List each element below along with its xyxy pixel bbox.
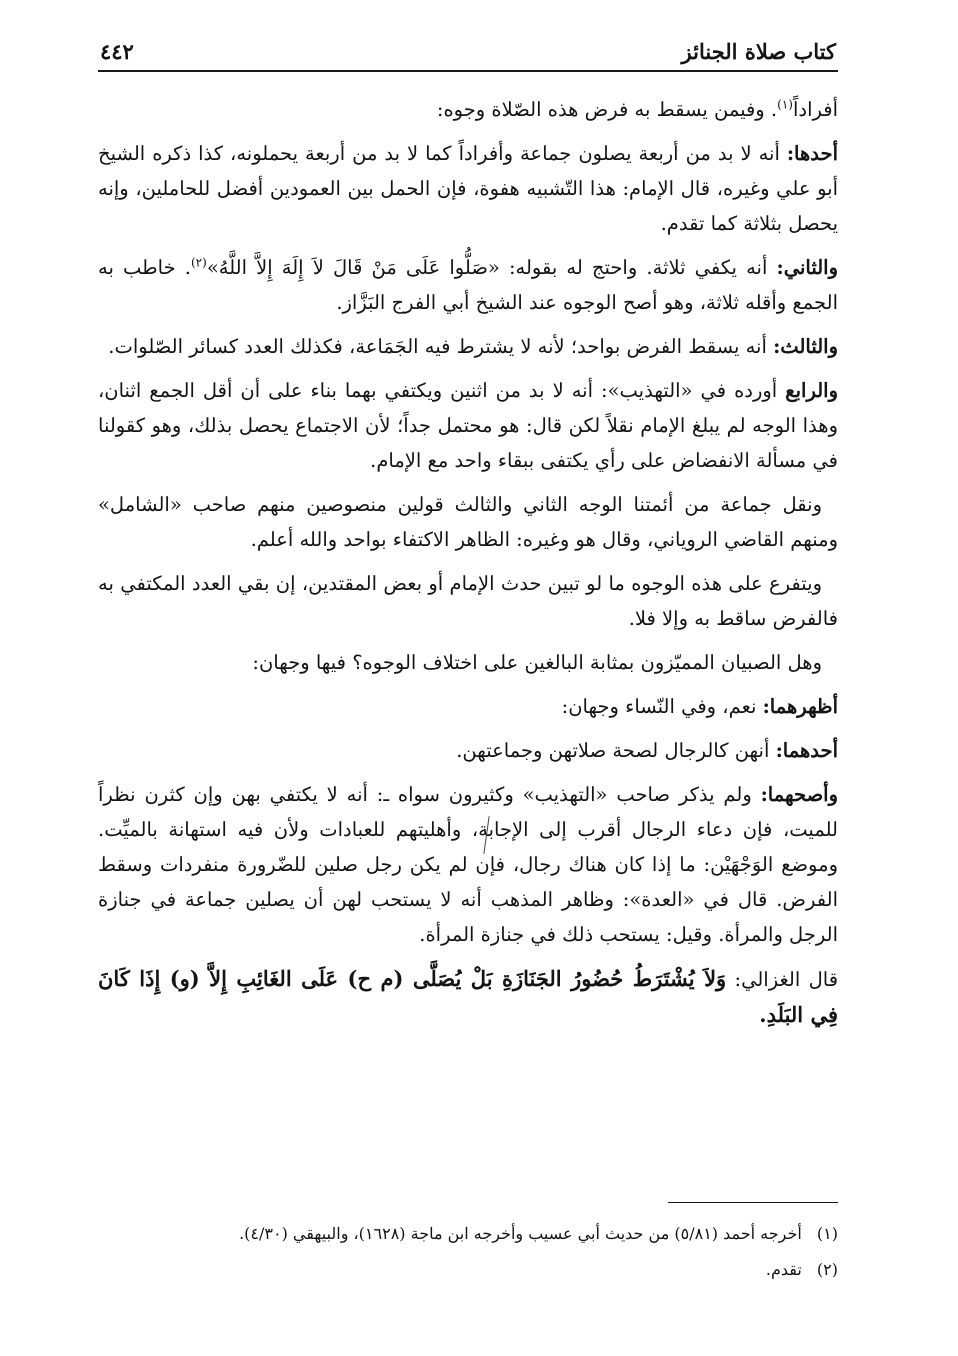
- paragraph-text: أنهن كالرجال لصحة صلاتهن وجماعتهن.: [456, 739, 770, 762]
- paragraph-most-apparent: [98, 689, 838, 724]
- paragraph-lead: أحدها:: [786, 142, 838, 165]
- paragraph-second-opinion: [98, 250, 838, 320]
- page-number: ٤٤٢: [100, 39, 134, 64]
- running-header: [98, 30, 838, 64]
- footnote-text: تقدم.: [765, 1260, 802, 1279]
- footnote: [98, 1216, 838, 1252]
- paragraph-text: نعم، وفي النّساء وجهان:: [561, 695, 757, 718]
- paragraph-ghazali-quote: [98, 961, 838, 1033]
- book-page: [98, 30, 838, 1356]
- footnote-ref: (٢): [190, 255, 207, 270]
- paragraph-text: أفراداً: [792, 98, 838, 121]
- paragraph-lead: أظهرهما:: [762, 695, 838, 718]
- footnote-number: (١): [816, 1224, 838, 1243]
- paragraph-children-question: [98, 645, 838, 680]
- header-rule: [98, 70, 838, 72]
- paragraph-lead: والثالث:: [773, 335, 838, 358]
- paragraph-text: ولم يذكر صاحب «التهذيب» وكثيرون سواه ـ: أنه لا يكتفي بهن وإن كثرن نظراً للميت، فإن دعاء الرجال أقرب إلى الإجابة، وأهليتهم للعبادات ولأن فيه استهانة بالميِّت. وموضع الوَجْهَيْن: ما إذا كان هناك رجال، فإن لم يكن رجل صلين للضّرورة منفردات وسقط الفرض. قال في «العدة»: وظاهر المذهب أنه لا يستحب لهن أن يصلين جماعة في جنازة الرجل والمرأة. وقيل: يستحب ذلك في جنازة المرأة.: [98, 783, 838, 946]
- paragraph-most-correct: [98, 777, 838, 952]
- paragraph-text: أورده في «التهذيب»: أنه لا بد من اثنين ويكتفي بهما بناء على أن أقل الجمع اثنان، وهذا الوجه لم يبلغ الإمام نقلاً لكن قال: هو محتمل جداً؛ لأن الاجتماع يحصل بذلك، وهو كقولنا في مسألة الانفضاض على رأي يكتفى ببقاء واحد مع الإمام.: [98, 379, 838, 472]
- paragraph-fourth-opinion: [98, 373, 838, 478]
- footnote-rule: [668, 1202, 838, 1203]
- paragraph-lead: قال الغزالي:: [734, 968, 839, 991]
- paragraph-lead: والثاني:: [776, 256, 838, 279]
- paragraph-third-opinion: [98, 329, 838, 364]
- paragraph-one-of-two: [98, 733, 838, 768]
- paragraph-text: . خاطب به الجمع وأقله ثلاثة، وهو أصح الوجوه عند الشيخ أبي الفرج البَزَّاز.: [98, 256, 838, 314]
- paragraph-lead: والرابع: [785, 379, 838, 402]
- paragraph-lead: وأصحهما:: [760, 783, 838, 806]
- paragraph-text: وهل الصبيان المميّزون بمثابة البالغين على اختلاف الوجوه؟ فيها وجهان:: [252, 651, 822, 674]
- paragraph-text: أنه يكفي ثلاثة. واحتج له بقوله: «صَلُّوا عَلَى مَنْ قَالَ لاَ إِلَهَ إِلاَّ اللَّهُ»: [206, 256, 768, 279]
- paragraph-first-opinion: [98, 136, 838, 241]
- footnote-number: (٢): [816, 1260, 838, 1279]
- paragraph-branch: [98, 566, 838, 636]
- footnote-text: أخرجه أحمد (٥/٨١) من حديث أبي عسيب وأخرجه ابن ماجة (١٦٢٨)، والبيهقي (٤/٣٠).: [239, 1224, 802, 1243]
- paragraph-intro: [98, 92, 838, 127]
- quoted-matn: وَلاَ يُشْتَرَطُ حُضُورُ الجَنَازَةِ بَلْ يُصَلَّى (م ح) عَلَى الغَائِبِ إِلاَّ (و) إِذَا كَانَ فِي البَلَدِ.: [98, 966, 838, 1027]
- main-text: [98, 92, 838, 1033]
- paragraph-transmission: [98, 487, 838, 557]
- footnotes: [98, 1216, 838, 1288]
- footnote-ref: (١): [777, 97, 793, 112]
- paragraph-text: أنه لا بد من أربعة يصلون جماعة وأفراداً كما لا بد من أربعة يحملونه، كذا ذكره الشيخ أبو علي وغيره، قال الإمام: هذا التّشبيه هفوة، فإن الحمل بين العمودين أفضل للحاملين، وإنه يحصل بثلاثة كما تقدم.: [98, 142, 838, 235]
- paragraph-lead: أحدهما:: [775, 739, 838, 762]
- paragraph-text: ونقل جماعة من أئمتنا الوجه الثاني والثالث قولين منصوصين منهم صاحب «الشامل» ومنهم القاضي الروياني، وقال هو وغيره: الظاهر الاكتفاء بواحد والله أعلم.: [98, 493, 838, 551]
- paragraph-text: ويتفرع على هذه الوجوه ما لو تبين حدث الإمام أو بعض المقتدين، إن بقي العدد المكتفي به فالفرض ساقط به وإلا فلا.: [98, 572, 838, 630]
- chapter-title: كتاب صلاة الجنائز: [681, 39, 836, 64]
- paragraph-text: أنه يسقط الفرض بواحد؛ لأنه لا يشترط فيه الجَمَاعة، فكذلك العدد كسائر الصّلوات.: [108, 335, 767, 358]
- paragraph-text: . وفيمن يسقط به فرض هذه الصّلاة وجوه:: [436, 98, 778, 121]
- footnote: [98, 1252, 838, 1288]
